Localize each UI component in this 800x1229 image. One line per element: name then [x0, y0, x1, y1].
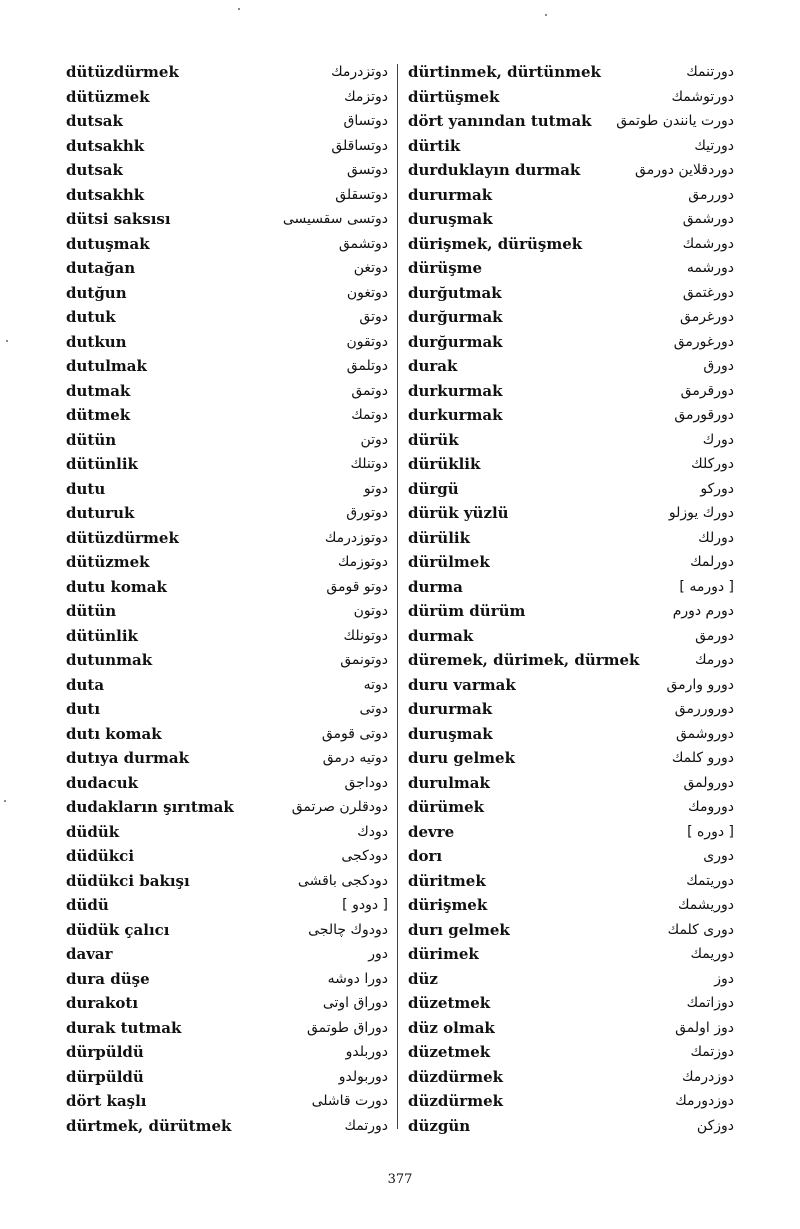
entry-ottoman-script: دوز: [714, 970, 734, 987]
entry-latin-headword: dütüzdürmek: [66, 528, 179, 547]
entry-ottoman-script: دورغورمق: [673, 333, 734, 350]
entry-ottoman-script: دورمق: [695, 627, 734, 644]
entry-ottoman-script: دوریشمك: [677, 897, 734, 914]
dictionary-entry: [66, 60, 388, 85]
dictionary-entry: [408, 991, 734, 1016]
entry-ottoman-script: دودكجی باقشی: [297, 872, 388, 889]
entry-ottoman-script: دوتشمق: [338, 235, 388, 252]
scan-speck: [6, 340, 8, 342]
entry-ottoman-script: دوریمك: [690, 946, 734, 963]
dictionary-entry: [408, 746, 734, 771]
entry-ottoman-script: دوردقلاین دورمق: [635, 162, 734, 179]
dictionary-entry: [408, 354, 734, 379]
entry-latin-headword: durmak: [408, 626, 474, 645]
entry-latin-headword: dutğun: [66, 283, 127, 302]
entry-latin-headword: durak: [408, 357, 458, 376]
dictionary-entry: [408, 722, 734, 747]
entry-ottoman-script: دوتون: [353, 603, 388, 620]
dictionary-entry: [66, 722, 388, 747]
dictionary-entry: [408, 477, 734, 502]
dictionary-entry: [66, 526, 388, 551]
entry-ottoman-script: دوتوزمك: [337, 554, 388, 571]
dictionary-entry: [408, 550, 734, 575]
dictionary-entry: [66, 330, 388, 355]
entry-ottoman-script: دوتیه درمق: [322, 750, 388, 767]
scan-speck: [238, 8, 240, 10]
dictionary-entry: [408, 526, 734, 551]
entry-latin-headword: durğurmak: [408, 332, 503, 351]
entry-latin-headword: dürüm dürüm: [408, 602, 526, 621]
entry-ottoman-script: دوربولدو: [338, 1068, 388, 1085]
dictionary-entry: [66, 501, 388, 526]
entry-latin-headword: duta: [66, 675, 105, 694]
dictionary-entry: [66, 942, 388, 967]
entry-latin-headword: dürülik: [408, 528, 470, 547]
entry-latin-headword: dutkun: [66, 332, 127, 351]
entry-ottoman-script: دوتمق: [351, 382, 388, 399]
entry-latin-headword: dutunmak: [66, 651, 153, 670]
dictionary-entry: [408, 942, 734, 967]
entry-latin-headword: düremek, dürimek, dürmek: [408, 651, 640, 670]
dictionary-entry: [408, 1089, 734, 1114]
dictionary-entry: [66, 354, 388, 379]
dictionary-entry: [66, 134, 388, 159]
entry-latin-headword: durakotı: [66, 994, 139, 1013]
entry-latin-headword: durulmak: [408, 773, 490, 792]
entry-latin-headword: durduklayın durmak: [408, 161, 581, 180]
entry-ottoman-script: دورشمك: [682, 235, 734, 252]
entry-latin-headword: düdük çalıcı: [66, 920, 170, 939]
entry-latin-headword: düdü: [66, 896, 109, 915]
entry-ottoman-script: دورلمك: [690, 554, 734, 571]
dictionary-entry: [408, 648, 734, 673]
entry-ottoman-script: دوتمك: [351, 407, 388, 424]
dictionary-entry: [408, 232, 734, 257]
page-number: 377: [387, 1172, 413, 1187]
entry-latin-headword: dudacuk: [66, 773, 139, 792]
entry-latin-headword: dütünlik: [66, 626, 138, 645]
entry-latin-headword: dört yanından tutmak: [408, 112, 592, 131]
entry-latin-headword: dorı: [408, 847, 443, 866]
entry-ottoman-script: دورقرمق: [680, 382, 734, 399]
entry-latin-headword: düdükci bakışı: [66, 871, 190, 890]
dictionary-entry: [66, 305, 388, 330]
entry-ottoman-script: دوری: [703, 848, 734, 865]
entry-ottoman-script: دورت یانندن طوتمق: [616, 113, 734, 130]
dictionary-entry: [408, 771, 734, 796]
entry-ottoman-script: دورولمق: [683, 774, 734, 791]
entry-ottoman-script: دوربلدو: [345, 1044, 388, 1061]
entry-ottoman-script: دوروشمق: [675, 725, 734, 742]
entry-ottoman-script: دوتی قومق: [321, 725, 388, 742]
entry-latin-headword: durkurmak: [408, 381, 503, 400]
dictionary-entry: [66, 109, 388, 134]
dictionary-entry: [408, 501, 734, 526]
entry-latin-headword: dütüzmek: [66, 87, 150, 106]
dictionary-entry: [408, 403, 734, 428]
entry-latin-headword: düzetmek: [408, 994, 491, 1013]
entry-ottoman-script: دوتقون: [346, 333, 388, 350]
entry-latin-headword: dutı: [66, 700, 101, 719]
entry-ottoman-script: دوتغون: [346, 284, 388, 301]
entry-latin-headword: durkurmak: [408, 406, 503, 425]
entry-latin-headword: durak tutmak: [66, 1018, 182, 1037]
entry-latin-headword: durma: [408, 577, 463, 596]
entry-ottoman-script: دوتساقلق: [331, 137, 388, 154]
dictionary-entry: [408, 795, 734, 820]
entry-ottoman-script: [ دودو ]: [342, 897, 388, 914]
dictionary-entry: [408, 869, 734, 894]
dictionary-entry: [408, 207, 734, 232]
entry-latin-headword: duru gelmek: [408, 749, 515, 768]
entry-ottoman-script: دوراق اوتی: [322, 995, 388, 1012]
entry-ottoman-script: دوریتمك: [686, 872, 734, 889]
entry-ottoman-script: دورشمق: [682, 211, 734, 228]
entry-latin-headword: dutuşmak: [66, 234, 150, 253]
dictionary-entry: [408, 60, 734, 85]
entry-latin-headword: dutsak: [66, 161, 123, 180]
dictionary-entry: [408, 820, 734, 845]
entry-ottoman-script: دورو كلمك: [671, 750, 734, 767]
entry-ottoman-script: دور: [368, 946, 388, 963]
dictionary-entry: [66, 281, 388, 306]
entry-ottoman-script: دوتزمك: [344, 88, 388, 105]
dictionary-entry: [408, 85, 734, 110]
entry-ottoman-script: دورقورمق: [674, 407, 734, 424]
dictionary-entry: [66, 428, 388, 453]
entry-latin-headword: dütüzmek: [66, 553, 150, 572]
dictionary-entry: [408, 134, 734, 159]
entry-latin-headword: dutmak: [66, 381, 131, 400]
dictionary-entry: [66, 1065, 388, 1090]
entry-latin-headword: dururmak: [408, 700, 493, 719]
entry-ottoman-script: دورق: [703, 358, 734, 375]
entry-latin-headword: düdük: [66, 822, 120, 841]
entry-ottoman-script: دوزدرمك: [681, 1068, 734, 1085]
entry-ottoman-script: دوتسی سقسیسی: [282, 211, 388, 228]
dictionary-entry: [408, 697, 734, 722]
dictionary-entry: [66, 771, 388, 796]
dictionary-entry: [408, 1040, 734, 1065]
dictionary-entry: [66, 1016, 388, 1041]
entry-latin-headword: dürtmek, dürütmek: [66, 1116, 232, 1135]
dictionary-entry: [408, 893, 734, 918]
scan-speck: [4, 800, 6, 802]
entry-ottoman-script: دوراق طوتمق: [307, 1019, 388, 1036]
entry-ottoman-script: دوزكن: [696, 1117, 734, 1134]
dictionary-entry: [66, 403, 388, 428]
entry-ottoman-script: دورتیك: [694, 137, 734, 154]
dictionary-entry: [66, 550, 388, 575]
entry-ottoman-script: دودوك چالجی: [308, 921, 388, 938]
entry-ottoman-script: دوتسقلق: [335, 186, 388, 203]
entry-ottoman-script: دوروررمق: [674, 701, 734, 718]
entry-ottoman-script: دوزتمك: [690, 1044, 734, 1061]
dictionary-entry: [408, 256, 734, 281]
entry-latin-headword: dutıya durmak: [66, 749, 189, 768]
scan-speck: [545, 14, 547, 16]
dictionary-entry: [408, 428, 734, 453]
dictionary-entry: [408, 158, 734, 183]
entry-ottoman-script: دوز اولمق: [675, 1019, 734, 1036]
entry-ottoman-script: دورت قاشلی: [311, 1093, 388, 1110]
entry-ottoman-script: دورتمك: [344, 1117, 388, 1134]
entry-latin-headword: dürişmek: [408, 896, 488, 915]
entry-latin-headword: dutu komak: [66, 577, 167, 596]
dictionary-entry: [408, 109, 734, 134]
dictionary-entry: [408, 844, 734, 869]
entry-ottoman-script: دوتوزدرمك: [324, 529, 388, 546]
dictionary-entry: [408, 575, 734, 600]
dictionary-entry: [66, 820, 388, 845]
entry-latin-headword: dürüklik: [408, 455, 481, 474]
entry-latin-headword: düz: [408, 969, 438, 988]
dictionary-entry: [66, 232, 388, 257]
entry-latin-headword: düzdürmek: [408, 1067, 504, 1086]
entry-ottoman-script: دوته: [363, 676, 388, 693]
entry-ottoman-script: دورلك: [698, 529, 734, 546]
dictionary-entry: [66, 967, 388, 992]
entry-latin-headword: dürpüldü: [66, 1067, 144, 1086]
entry-latin-headword: düzetmek: [408, 1043, 491, 1062]
entry-latin-headword: dutsak: [66, 112, 123, 131]
entry-latin-headword: dürpüldü: [66, 1043, 144, 1062]
entry-latin-headword: duru varmak: [408, 675, 516, 694]
entry-ottoman-script: دودك: [357, 823, 388, 840]
dictionary-entry: [66, 844, 388, 869]
dictionary-entry: [66, 158, 388, 183]
dictionary-entry: [408, 305, 734, 330]
dictionary-entry: [66, 673, 388, 698]
entry-latin-headword: dürüşme: [408, 259, 483, 278]
entry-latin-headword: düz olmak: [408, 1018, 495, 1037]
entry-ottoman-script: دودقلرن صرتمق: [291, 799, 388, 816]
entry-latin-headword: durğutmak: [408, 283, 502, 302]
entry-ottoman-script: دورغرمق: [680, 309, 734, 326]
dictionary-entry: [66, 452, 388, 477]
dictionary-entry: [66, 599, 388, 624]
entry-ottoman-script: دوررمق: [688, 186, 734, 203]
entry-ottoman-script: دورك یوزلو: [668, 505, 734, 522]
dictionary-entry: [66, 183, 388, 208]
entry-ottoman-script: دورو وارمق: [666, 676, 734, 693]
entry-ottoman-script: دورتنمك: [686, 64, 734, 81]
entry-latin-headword: durğurmak: [408, 308, 503, 327]
dictionary-entry: [66, 1089, 388, 1114]
entry-latin-headword: dutsakhk: [66, 136, 145, 155]
dictionary-entry: [408, 967, 734, 992]
entry-latin-headword: dururmak: [408, 185, 493, 204]
entry-ottoman-script: دوتورق: [346, 505, 388, 522]
dictionary-entry: [408, 183, 734, 208]
entry-latin-headword: dütünlik: [66, 455, 138, 474]
entry-ottoman-script: دوتو: [363, 480, 388, 497]
dictionary-entry: [66, 893, 388, 918]
entry-latin-headword: düdükci: [66, 847, 135, 866]
entry-latin-headword: dütüzdürmek: [66, 63, 179, 82]
entry-ottoman-script: دورمك: [694, 652, 734, 669]
entry-latin-headword: dudakların şırıtmak: [66, 798, 234, 817]
entry-ottoman-script: دوداجق: [344, 774, 388, 791]
dictionary-entry: [408, 330, 734, 355]
entry-latin-headword: düzdürmek: [408, 1092, 504, 1111]
entry-latin-headword: dutulmak: [66, 357, 147, 376]
dictionary-entry: [66, 746, 388, 771]
entry-latin-headword: duruşmak: [408, 210, 493, 229]
entry-latin-headword: dütmek: [66, 406, 131, 425]
entry-latin-headword: dütsi saksısı: [66, 210, 171, 229]
entry-ottoman-script: دورغتمق: [682, 284, 734, 301]
entry-ottoman-script: دوتن: [360, 431, 388, 448]
entry-latin-headword: dürtinmek, dürtünmek: [408, 63, 601, 82]
entry-latin-headword: dütün: [66, 430, 117, 449]
entry-latin-headword: dürimek: [408, 945, 479, 964]
dictionary-entry: [66, 697, 388, 722]
entry-ottoman-script: دوتنلك: [350, 456, 388, 473]
entry-latin-headword: dürtüşmek: [408, 87, 500, 106]
entry-latin-headword: devre: [408, 822, 455, 841]
entry-latin-headword: düritmek: [408, 871, 486, 890]
entry-ottoman-script: دوركو: [700, 480, 734, 497]
entry-latin-headword: düzgün: [408, 1116, 471, 1135]
dictionary-entry: [66, 624, 388, 649]
entry-latin-headword: dutı komak: [66, 724, 162, 743]
dictionary-entry: [66, 795, 388, 820]
entry-ottoman-script: دورشمه: [686, 260, 734, 277]
dictionary-entry: [66, 1040, 388, 1065]
entry-ottoman-script: دورا دوشه: [327, 970, 388, 987]
entry-ottoman-script: دوتغن: [353, 260, 388, 277]
entry-latin-headword: dürtik: [408, 136, 461, 155]
entry-latin-headword: dürülmek: [408, 553, 490, 572]
entry-ottoman-script: دوتو قومق: [326, 578, 388, 595]
entry-latin-headword: dürük yüzlü: [408, 504, 509, 523]
entry-ottoman-script: دورتوشمك: [671, 88, 734, 105]
entry-ottoman-script: دوركلك: [691, 456, 734, 473]
entry-latin-headword: duturuk: [66, 504, 135, 523]
entry-latin-headword: davar: [66, 945, 113, 964]
entry-ottoman-script: دوتلمق: [346, 358, 388, 375]
entry-latin-headword: dürgü: [408, 479, 459, 498]
dictionary-entry: [66, 869, 388, 894]
dictionary-entry: [408, 1114, 734, 1139]
dictionary-entry: [408, 918, 734, 943]
entry-latin-headword: dürümek: [408, 798, 485, 817]
entry-ottoman-script: دوتق: [359, 309, 388, 326]
entry-ottoman-script: دوتسق: [346, 162, 388, 179]
entry-latin-headword: dütün: [66, 602, 117, 621]
dictionary-entry: [66, 918, 388, 943]
entry-ottoman-script: دورك: [702, 431, 734, 448]
dictionary-entry: [66, 477, 388, 502]
entry-ottoman-script: دوتزدرمك: [331, 64, 388, 81]
entry-ottoman-script: دورم دورم: [672, 603, 734, 620]
entry-ottoman-script: [ دورمه ]: [679, 578, 734, 595]
column-divider: [397, 64, 398, 1129]
dictionary-entry: [408, 624, 734, 649]
entry-ottoman-script: دودكجی: [341, 848, 388, 865]
dictionary-entry: [408, 673, 734, 698]
entry-ottoman-script: دوتونمق: [340, 652, 388, 669]
entry-latin-headword: dutsakhk: [66, 185, 145, 204]
dictionary-entry: [66, 1114, 388, 1139]
entry-ottoman-script: دوتونلك: [343, 627, 388, 644]
dictionary-entry: [66, 256, 388, 281]
entry-ottoman-script: [ دوره ]: [687, 823, 734, 840]
dictionary-entry: [66, 207, 388, 232]
entry-latin-headword: dura düşe: [66, 969, 150, 988]
entry-latin-headword: dutu: [66, 479, 106, 498]
entry-ottoman-script: دورومك: [688, 799, 734, 816]
entry-latin-headword: dürişmek, dürüşmek: [408, 234, 583, 253]
entry-latin-headword: durı gelmek: [408, 920, 510, 939]
entry-ottoman-script: دوزاتمك: [686, 995, 734, 1012]
entry-latin-headword: dürük: [408, 430, 459, 449]
dictionary-entry: [66, 991, 388, 1016]
dictionary-entry: [66, 648, 388, 673]
dictionary-entry: [66, 85, 388, 110]
entry-ottoman-script: دوتی: [359, 701, 388, 718]
entry-ottoman-script: دوتساق: [343, 113, 388, 130]
dictionary-entry: [408, 452, 734, 477]
dictionary-entry: [66, 575, 388, 600]
entry-latin-headword: duruşmak: [408, 724, 493, 743]
entry-latin-headword: dutuk: [66, 308, 116, 327]
dictionary-entry: [408, 281, 734, 306]
dictionary-entry: [66, 379, 388, 404]
entry-latin-headword: dutağan: [66, 259, 136, 278]
left-column: [66, 60, 388, 1138]
dictionary-entry: [408, 379, 734, 404]
dictionary-entry: [408, 1065, 734, 1090]
entry-ottoman-script: دوزدورمك: [675, 1093, 734, 1110]
dictionary-entry: [408, 599, 734, 624]
dictionary-entry: [408, 1016, 734, 1041]
entry-latin-headword: dört kaşlı: [66, 1092, 147, 1111]
entry-ottoman-script: دوری كلمك: [667, 921, 734, 938]
right-column: [408, 60, 734, 1138]
